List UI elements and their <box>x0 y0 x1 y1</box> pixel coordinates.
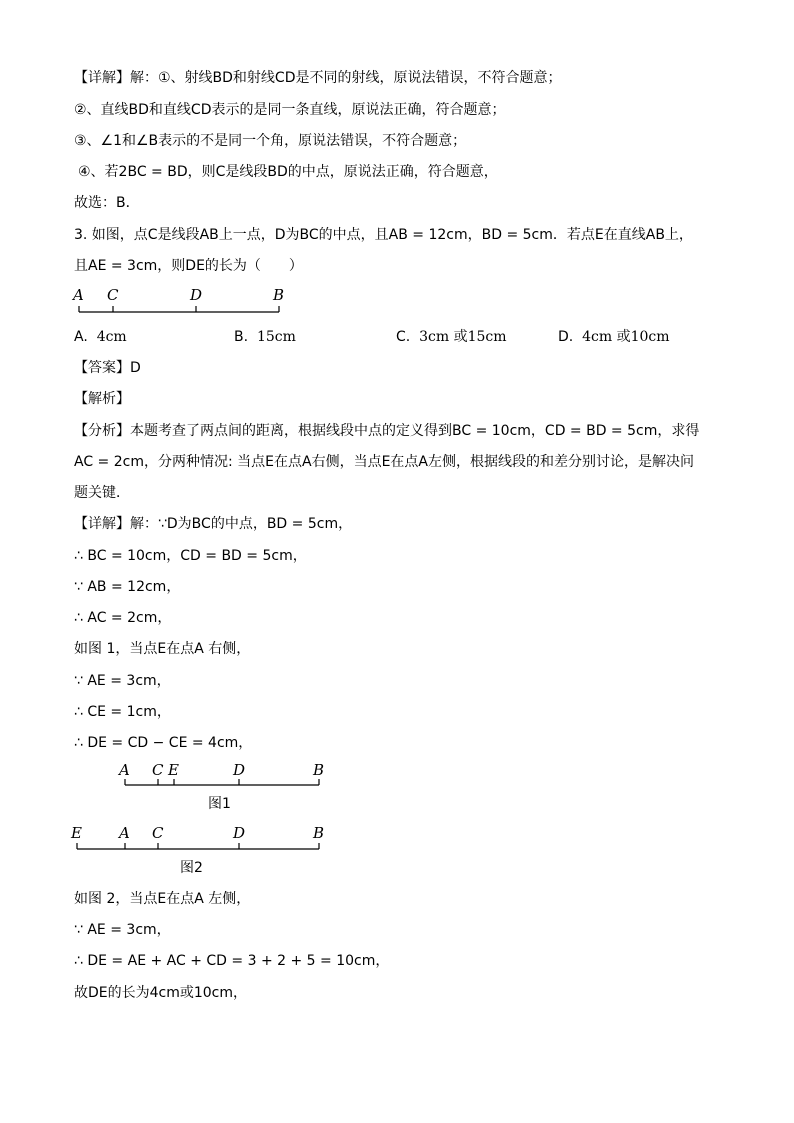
option-d[interactable]: D. 4cm 或10cm <box>558 329 670 345</box>
answer: 【答案】D <box>74 360 141 376</box>
point-label: A <box>119 761 130 779</box>
text-line: ③、∠1和∠B表示的不是同一个角，原说法错误，不符合题意； <box>74 133 467 149</box>
solution-line: ∴ BC = 10cm，CD = BD = 5cm， <box>74 548 307 564</box>
point-label: C <box>152 761 164 779</box>
segment-figure-2 <box>70 822 340 878</box>
figure-caption: 图1 <box>208 796 231 812</box>
point-label: C <box>152 824 164 842</box>
point-label: D <box>233 761 246 779</box>
question-3: 3. 如图，点C是线段AB上一点，D为BC的中点，且AB = 12cm，BD = 5cm．若点E在直线AB上， <box>74 227 693 243</box>
solution-line: ∴ DE = CD − CE = 4cm， <box>74 735 253 751</box>
point-label: B <box>313 824 325 842</box>
solution-line: 故DE的长为4cm或10cm， <box>74 985 248 1001</box>
solution-line: 如图 2，当点E在点A 左侧， <box>74 891 251 907</box>
solution-line: ∴ AC = 2cm， <box>74 610 172 626</box>
solution-line: ∴ CE = 1cm， <box>74 704 171 720</box>
point-label: D <box>233 824 246 842</box>
point-label: E <box>168 761 179 779</box>
point-label: B <box>313 761 325 779</box>
point-label: A <box>73 286 84 304</box>
point-label: D <box>190 286 203 304</box>
analysis-line: 【分析】本题考查了两点间的距离，根据线段中点的定义得到BC = 10cm，CD = BD = 5cm，求得 <box>74 423 700 439</box>
solution-line: ∵ AB = 12cm， <box>74 579 181 595</box>
text-line: ④、若2BC = BD，则C是线段BD的中点，原说法正确，符合题意， <box>78 164 498 180</box>
text-line: 故选：B． <box>74 195 140 211</box>
option-a[interactable]: A. 4cm <box>74 329 127 345</box>
text-line: ②、直线BD和直线CD表示的是同一条直线，原说法正确，符合题意； <box>74 102 506 118</box>
figure-caption: 图2 <box>180 860 203 876</box>
solution-line: 如图 1，当点E在点A 右侧， <box>74 641 251 657</box>
segment-figure-main <box>70 284 290 320</box>
solution-line: 【详解】解：∵D为BC的中点，BD = 5cm， <box>74 516 353 532</box>
solution-line: ∵ AE = 3cm， <box>74 673 171 689</box>
option-b[interactable]: B. 15cm <box>234 329 296 345</box>
point-label: C <box>107 286 119 304</box>
text-line: 【详解】解：①、射线BD和射线CD是不同的射线，原说法错误，不符合题意； <box>74 70 562 86</box>
point-label: A <box>119 824 130 842</box>
analysis-line: AC = 2cm，分两种情况: 当点E在点A右侧，当点E在点A左侧，根据线段的和差分别讨论，是解决问 <box>74 454 694 470</box>
point-label: B <box>273 286 285 304</box>
solution-line: ∴ DE = AE + AC + CD = 3 + 2 + 5 = 10cm， <box>74 953 390 969</box>
question-3-cont: 且AE = 3cm，则DE的长为（ ） <box>74 258 303 274</box>
analysis-line: 题关键． <box>74 485 130 501</box>
option-c[interactable]: C. 3cm 或15cm <box>396 329 507 345</box>
solution-line: ∵ AE = 3cm， <box>74 922 171 938</box>
point-label: E <box>71 824 82 842</box>
analysis-heading: 【解析】 <box>74 391 130 407</box>
segment-figure-1 <box>110 760 340 818</box>
